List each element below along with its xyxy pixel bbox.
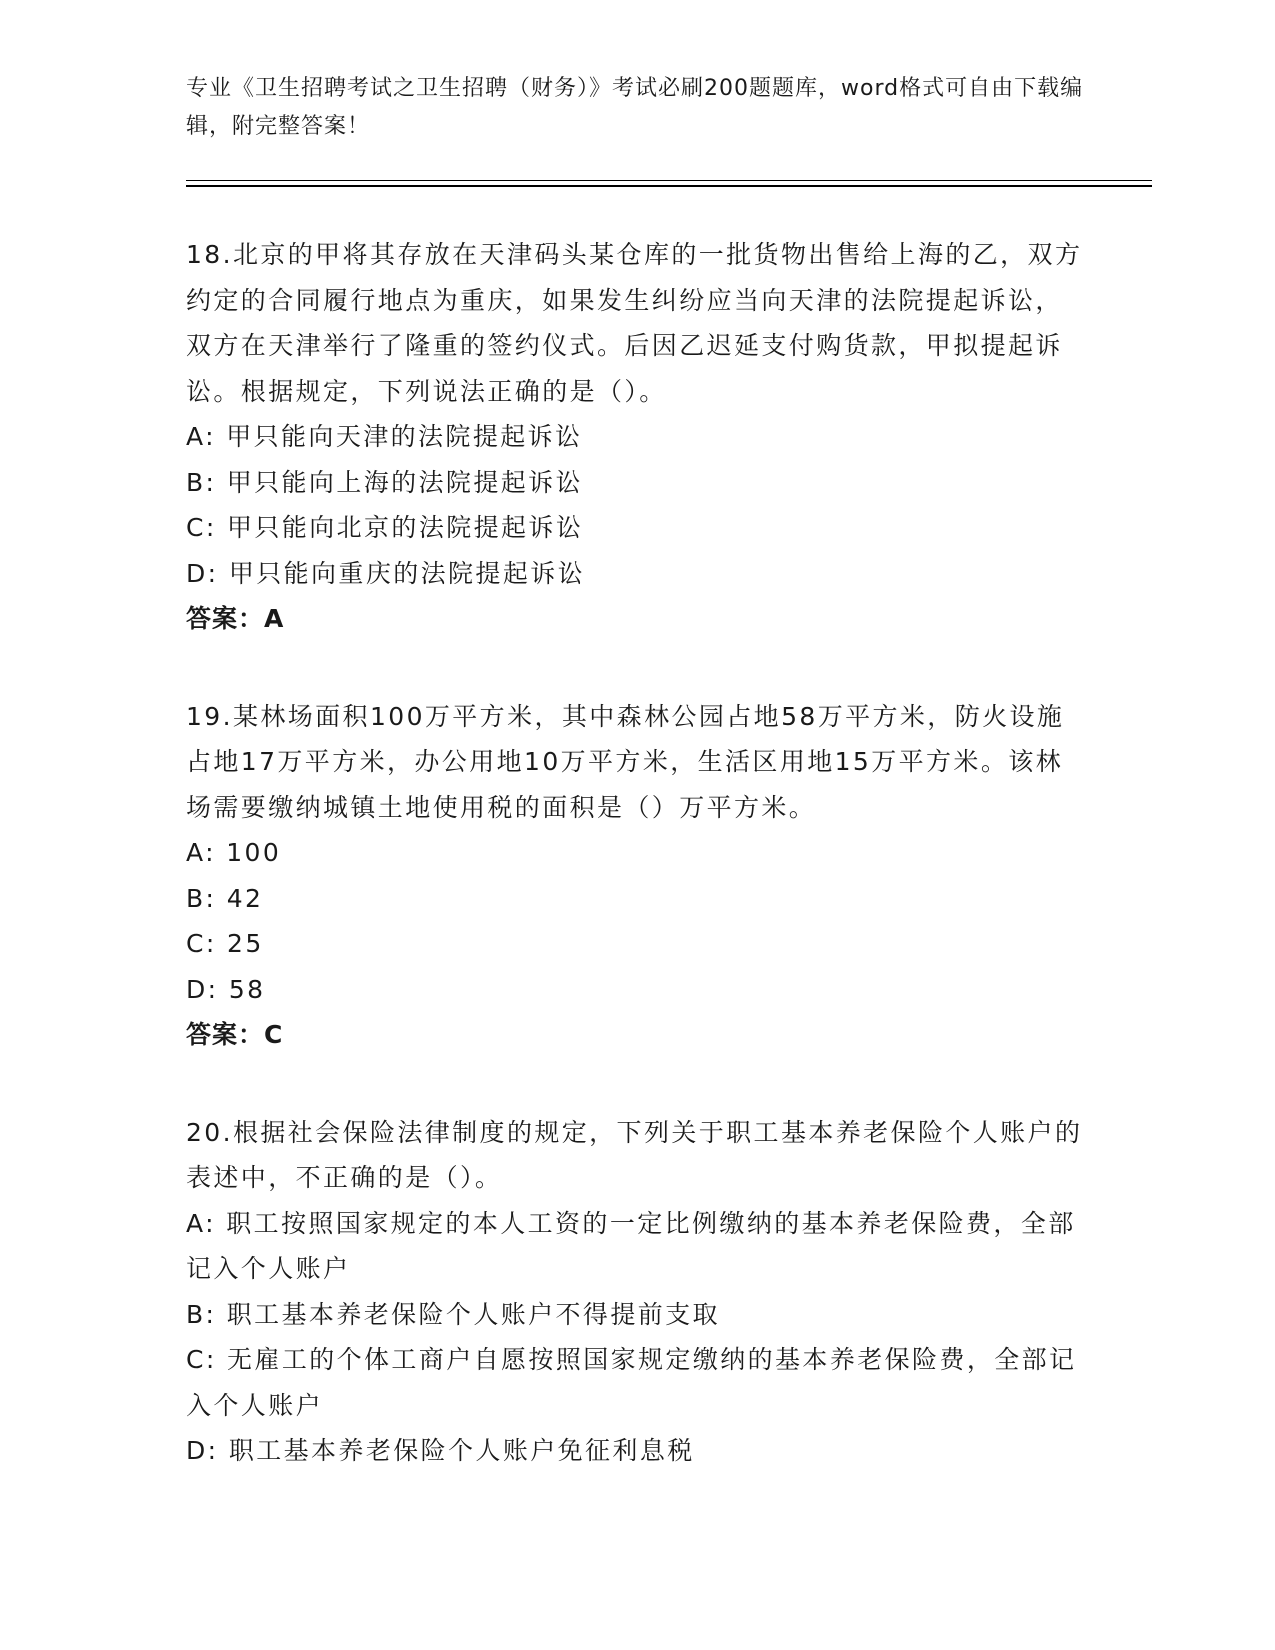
question-stem: 20.根据社会保险法律制度的规定，下列关于职工基本养老保险个人账户的表述中，不正确的是（）。 [186, 1117, 1083, 1192]
option-c: C: 25 [186, 929, 264, 958]
option-b: B: 职工基本养老保险个人账户不得提前支取 [186, 1299, 720, 1329]
option-d: D: 58 [186, 974, 266, 1004]
document-header: 专业《卫生招聘考试之卫生招聘（财务）》考试必刷200题题库，word格式可自由下载编辑，附完整答案！ [186, 76, 1084, 139]
answer-label: 答案：A [186, 604, 285, 633]
header-divider-thick [186, 185, 1152, 187]
question-20 [186, 1110, 1086, 1474]
option-c: C: 无雇工的个体工商户自愿按照国家规定缴纳的基本养老保险费，全部记入个人账户 [186, 1345, 1077, 1420]
option-a: A: 100 [186, 838, 282, 867]
option-b: B: 42 [186, 883, 264, 913]
header-divider-thin [186, 180, 1152, 181]
question-stem: 18.北京的甲将其存放在天津码头某仓库的一批货物出售给上海的乙，双方约定的合同履行地点为重庆，如果发生纠纷应当向天津的法院提起诉讼，双方在天津举行了隆重的签约仪式。后因乙迟延支付购货款，甲拟提起诉讼。根据规定，下列说法正确的是（）。 [186, 240, 1083, 406]
question-list [186, 232, 1086, 1526]
question-18 [186, 232, 1086, 642]
option-a: A: 甲只能向天津的法院提起诉讼 [186, 422, 583, 451]
option-d: D: 甲只能向重庆的法院提起诉讼 [186, 558, 586, 588]
question-stem: 19.某林场面积100万平方米，其中森林公园占地58万平方米，防火设施占地17万平方米，办公用地10万平方米，生活区用地15万平方米。该林场需要缴纳城镇土地使用税的面积是（）万平方米。 [186, 701, 1065, 822]
answer-label: 答案：C [186, 1020, 284, 1049]
option-b: B: 甲只能向上海的法院提起诉讼 [186, 467, 583, 497]
question-19 [186, 694, 1086, 1058]
option-a: A: 职工按照国家规定的本人工资的一定比例缴纳的基本养老保险费，全部记入个人账户 [186, 1208, 1076, 1283]
option-c: C: 甲只能向北京的法院提起诉讼 [186, 513, 584, 542]
option-d: D: 职工基本养老保险个人账户免征利息税 [186, 1436, 695, 1465]
